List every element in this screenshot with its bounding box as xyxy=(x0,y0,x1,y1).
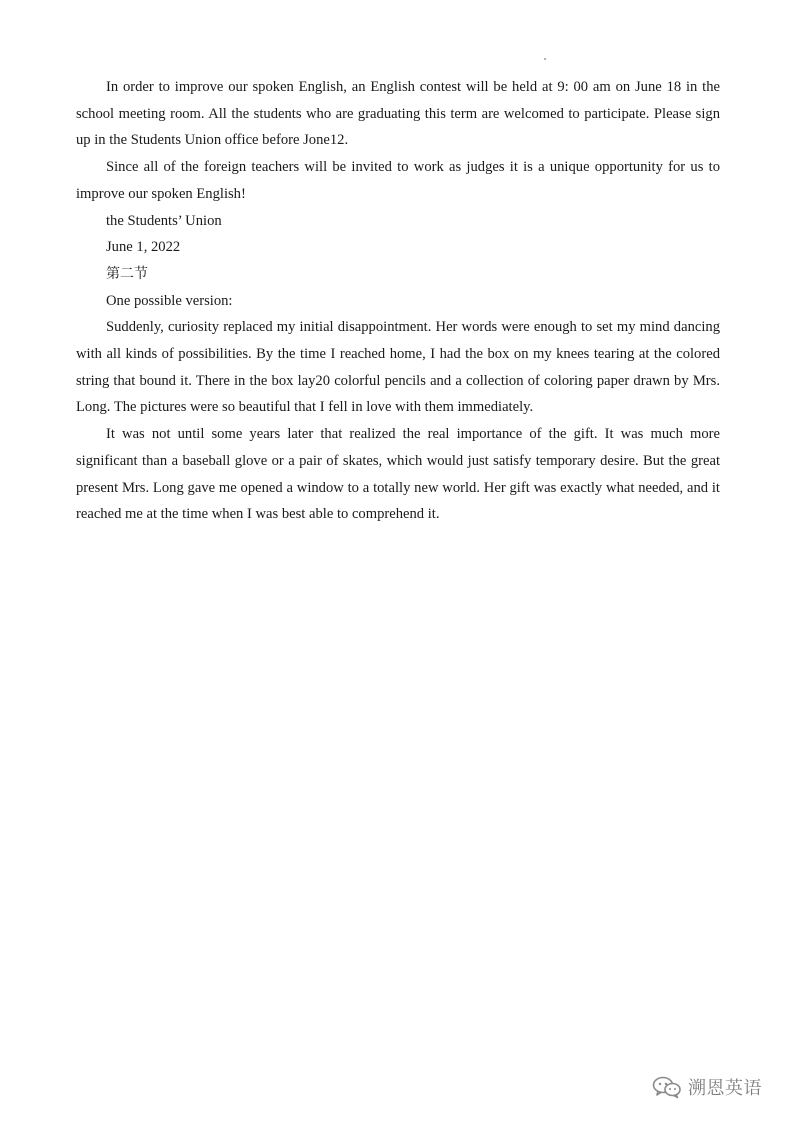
story-paragraph-1: Suddenly, curiosity replaced my initial disappointment. Her words were enough to set my mind dancing with all kinds of possibilities. By the time I reached home, I had the box on my knees tearing at the colored string that bound it. There in the box lay20 colorful pencils and a collection of coloring paper drawn by Mrs. Long. The pictures were so beautiful that I fell in love with them immediately. xyxy=(76,319,720,416)
wechat-icon xyxy=(652,1075,682,1099)
notice-paragraph-2: Since all of the foreign teachers will be invited to work as judges it is a unique opportunity for us to improve our spoken English! xyxy=(76,159,720,202)
section-heading: 第二节 xyxy=(106,265,148,282)
notice-paragraph-1: In order to improve our spoken English, an English contest will be held at 9: 00 am on June 18 in the school meeting room. All the students who are graduating this term are welcomed to participate. Please sign up in the Students Union office before Jone12. xyxy=(76,79,720,149)
watermark-text: 溯恩英语 xyxy=(688,1078,762,1099)
scan-speck xyxy=(544,58,546,60)
date-line: June 1, 2022 xyxy=(106,239,181,256)
signature-line: the Students’ Union xyxy=(106,212,222,229)
version-label: One possible version: xyxy=(106,292,233,309)
story-paragraph-2: It was not until some years later that realized the real importance of the gift. It was much more significant than a baseball glove or a pair of skates, which would just satisfy temporary desire. But the great present Mrs. Long gave me opened a window to a totally new world. Her gift was exactly what needed, and it reached me at the time when I was best able to comprehend it. xyxy=(76,426,720,523)
watermark xyxy=(652,1074,762,1100)
document-body xyxy=(76,74,720,528)
